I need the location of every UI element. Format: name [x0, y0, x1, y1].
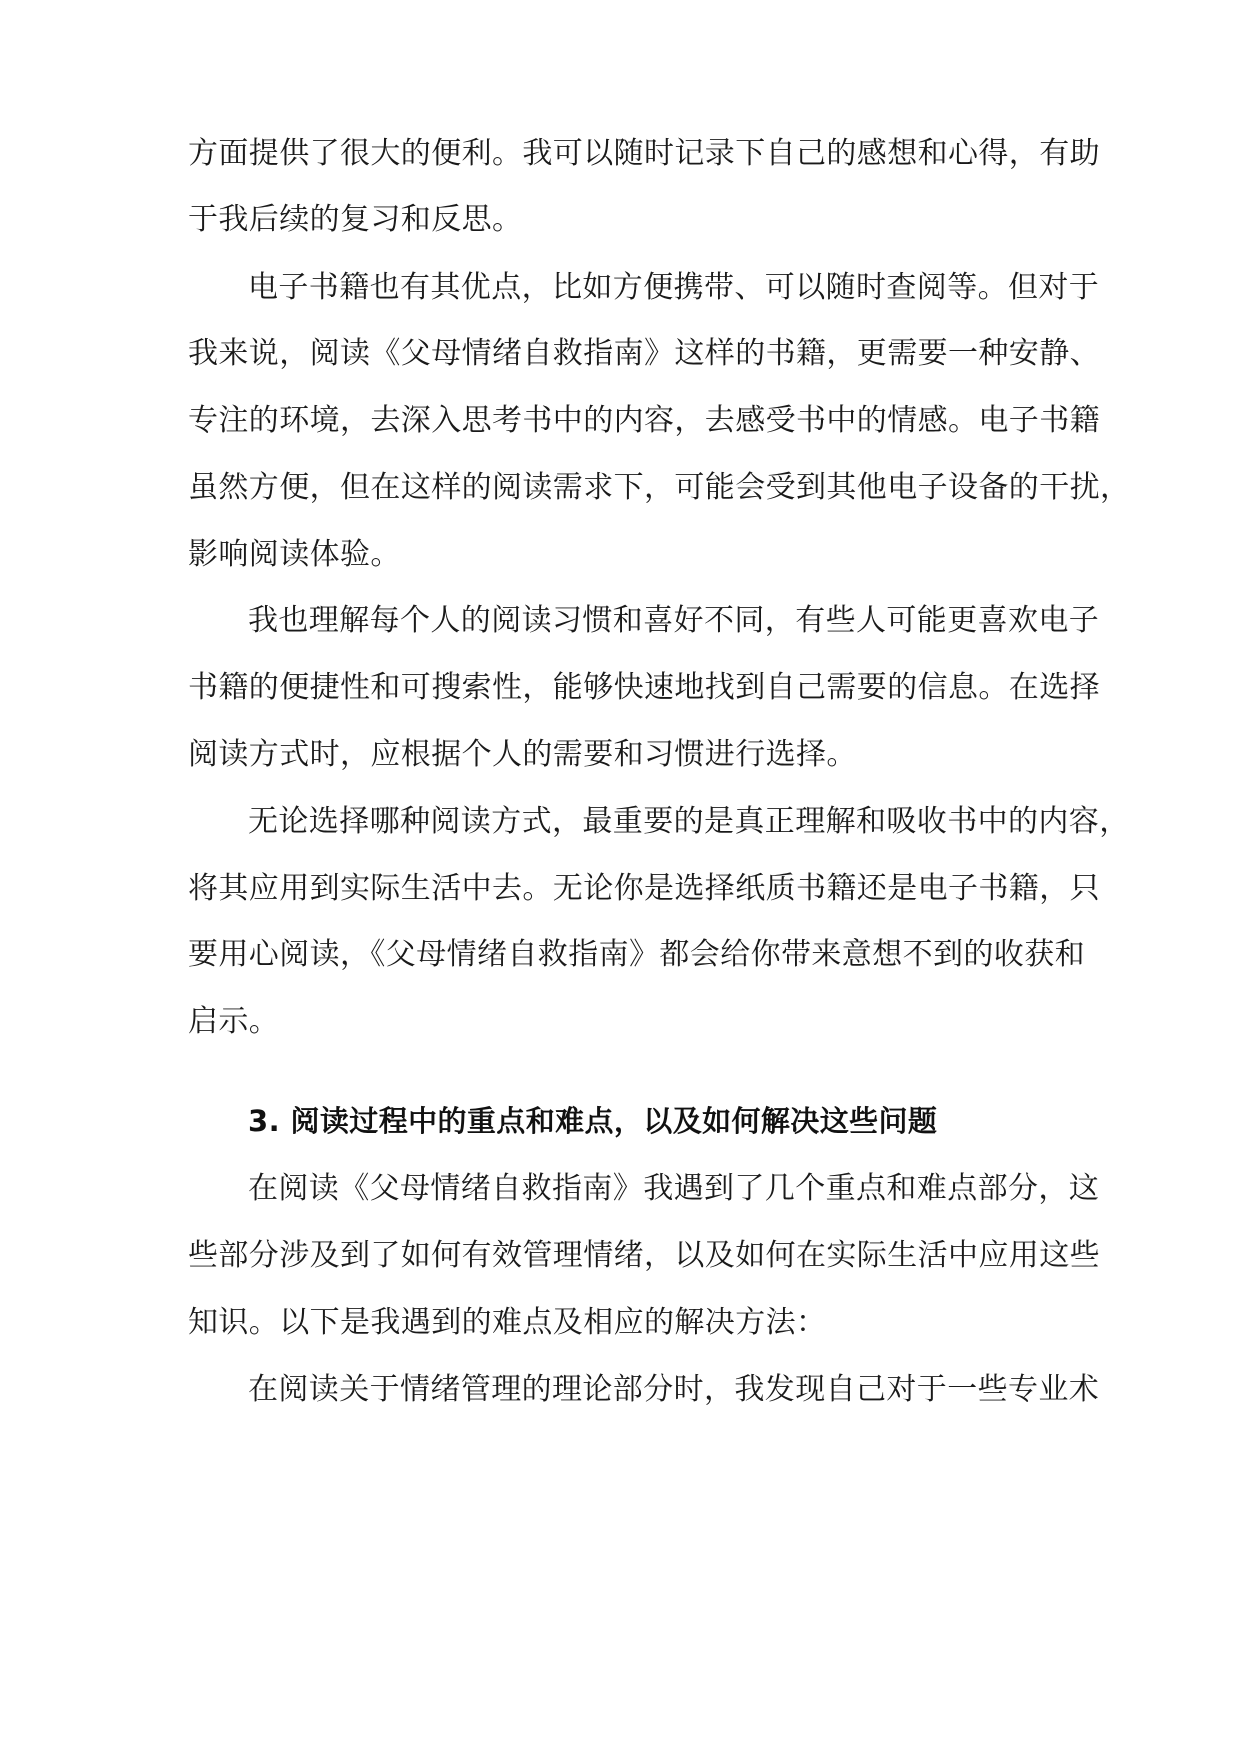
paragraph-3-line-1: 我也理解每个人的阅读习惯和喜好不同，有些人可能更喜欢电子 — [248, 603, 1100, 638]
section-paragraph-2-line-1: 在阅读关于情绪管理的理论部分时，我发现自己对于一些专业术 — [248, 1372, 1100, 1407]
paragraph-1-line-2: 于我后续的复习和反思。 — [188, 202, 523, 237]
paragraph-2-line-5: 影响阅读体验。 — [188, 537, 401, 572]
paragraph-4-line-2: 将其应用到实际生活中去。无论你是选择纸质书籍还是电子书籍，只 — [188, 871, 1100, 906]
paragraph-4-line-1: 无论选择哪种阅读方式，最重要的是真正理解和吸收书中的内容， — [248, 804, 1130, 839]
paragraph-2-line-2: 我来说，阅读《父母情绪自救指南》这样的书籍，更需要一种安静、 — [188, 336, 1100, 371]
paragraph-2-line-3: 专注的环境，去深入思考书中的内容，去感受书中的情感。电子书籍 — [188, 403, 1100, 438]
paragraph-4-line-4: 启示。 — [188, 1004, 280, 1039]
section-paragraph-1-line-2: 些部分涉及到了如何有效管理情绪，以及如何在实际生活中应用这些 — [188, 1238, 1100, 1273]
paragraph-2-line-1: 电子书籍也有其优点，比如方便携带、可以随时查阅等。但对于 — [248, 270, 1100, 305]
section-heading: 3. 阅读过程中的重点和难点，以及如何解决这些问题 — [248, 1104, 938, 1138]
paragraph-2-line-4: 虽然方便，但在这样的阅读需求下，可能会受到其他电子设备的干扰， — [188, 470, 1131, 505]
paragraph-4-line-3: 要用心阅读，《父母情绪自救指南》都会给你带来意想不到的收获和 — [188, 937, 1085, 972]
paragraph-3-line-2: 书籍的便捷性和可搜索性，能够快速地找到自己需要的信息。在选择 — [188, 670, 1100, 705]
section-paragraph-1-line-1: 在阅读《父母情绪自救指南》我遇到了几个重点和难点部分，这 — [248, 1171, 1100, 1206]
section-paragraph-1-line-3: 知识。以下是我遇到的难点及相应的解决方法： — [188, 1305, 827, 1340]
paragraph-3-line-3: 阅读方式时，应根据个人的需要和习惯进行选择。 — [188, 737, 857, 772]
paragraph-1-line-1: 方面提供了很大的便利。我可以随时记录下自己的感想和心得，有助 — [188, 136, 1100, 171]
